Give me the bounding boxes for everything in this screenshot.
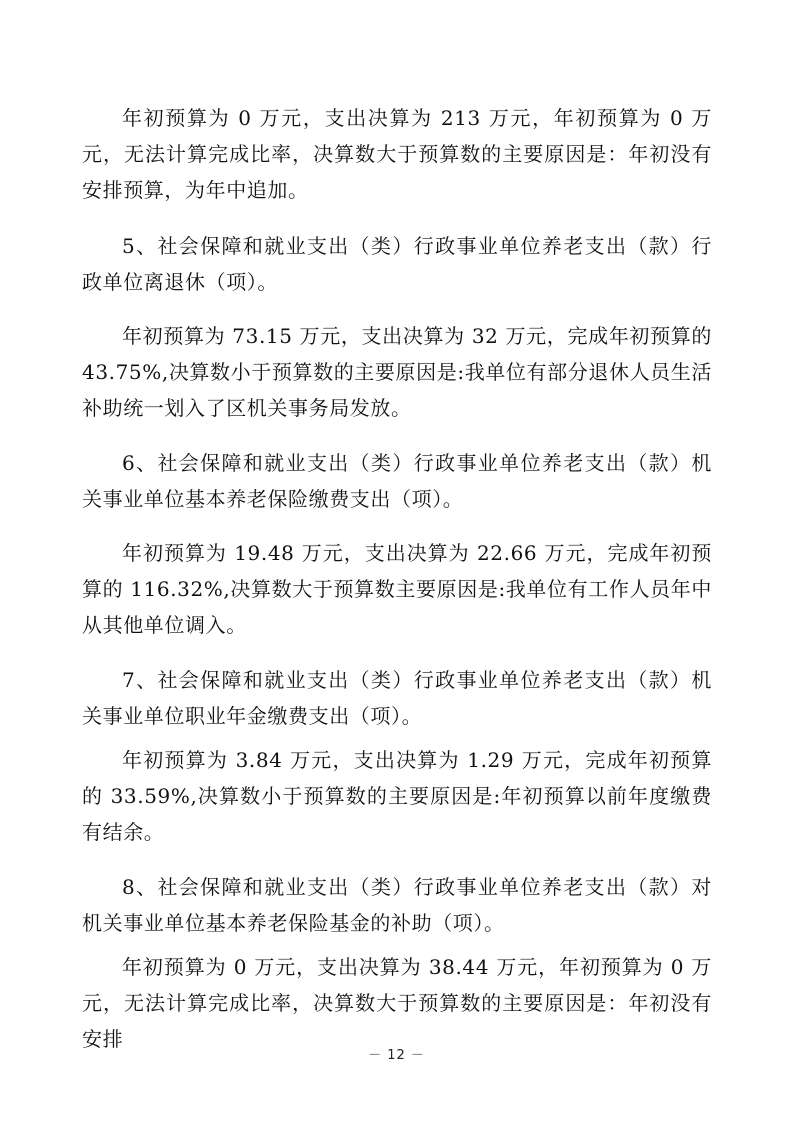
paragraph-budget-item-4-explanation: 年初预算为 0 万元，支出决算为 213 万元，年初预算为 0 万元，无法计算完成比率，决算数大于预算数的主要原因是：年初没有安排预算，为年中追加。 [82,106,712,202]
paragraph-item-7-explanation: 年初预算为 3.84 万元，支出决算为 1.29 万元，完成年初预算的 33.59%,决算数小于预算数的主要原因是:年初预算以前年度缴费有结余。 [82,748,712,844]
paragraph-item-5-heading: 5、社会保障和就业支出（类）行政事业单位养老支出（款）行政单位离退休（项）。 [82,234,712,294]
paragraph-item-7-heading: 7、社会保障和就业支出（类）行政事业单位养老支出（款）机关事业单位职业年金缴费支出（项）。 [82,668,712,728]
paragraph-item-8-explanation: 年初预算为 0 万元，支出决算为 38.44 万元，年初预算为 0 万元，无法计算完成比率，决算数大于预算数的主要原因是：年初没有安排 [82,955,712,1051]
paragraph-item-5-explanation: 年初预算为 73.15 万元，支出决算为 32 万元，完成年初预算的 43.75%,决算数小于预算数的主要原因是:我单位有部分退休人员生活补助统一划入了区机关事务局发放。 [82,324,712,420]
paragraph-item-6-explanation: 年初预算为 19.48 万元，支出决算为 22.66 万元，完成年初预算的 116.32%,决算数大于预算数主要原因是:我单位有工作人员年中从其他单位调入。 [82,541,712,637]
page-number: － 12 － [368,1048,425,1063]
paragraph-item-8-heading: 8、社会保障和就业支出（类）行政事业单位养老支出（款）对机关事业单位基本养老保险基金的补助（项）。 [82,875,712,935]
paragraph-item-6-heading: 6、社会保障和就业支出（类）行政事业单位养老支出（款）机关事业单位基本养老保险缴费支出（项）。 [82,451,712,511]
